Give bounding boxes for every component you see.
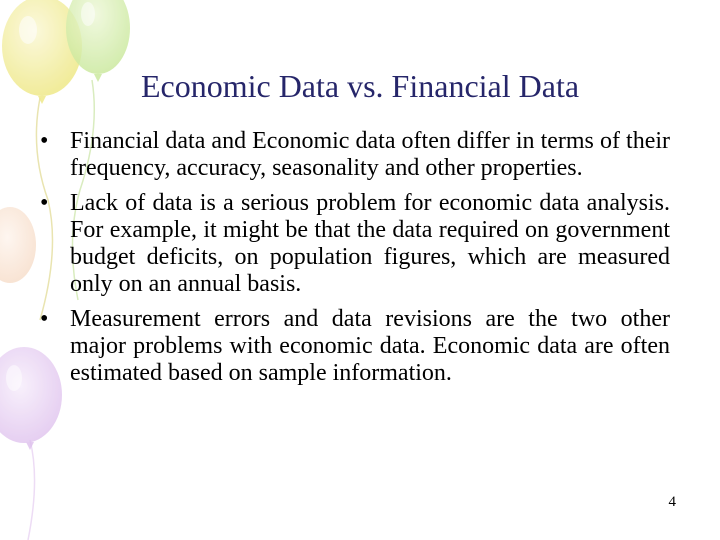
balloon-string: [28, 440, 35, 540]
bullet-item: [40, 190, 670, 298]
peach-balloon: [0, 207, 36, 283]
slide-title: Economic Data vs. Financial Data: [140, 68, 580, 104]
bullet-marker: •: [40, 306, 49, 332]
bullet-list: [40, 128, 670, 395]
bullet-text: Lack of data is a serious problem for economic data analysis. For example, it might be that the data required on government budget deficits, on population figures, which are measured only on an annual basis.: [70, 190, 670, 297]
bullet-text: Measurement errors and data revisions are the two other major problems with economic data. Economic data are often estimated based on sample information.: [70, 306, 670, 386]
bullet-marker: •: [40, 190, 49, 216]
bullet-item: [40, 306, 670, 387]
page-number: 4: [668, 494, 676, 510]
bullet-text: Financial data and Economic data often differ in terms of their frequency, accuracy, seasonality and other properties.: [70, 128, 670, 181]
bullet-marker: •: [40, 128, 49, 154]
bullet-item: [40, 128, 670, 182]
